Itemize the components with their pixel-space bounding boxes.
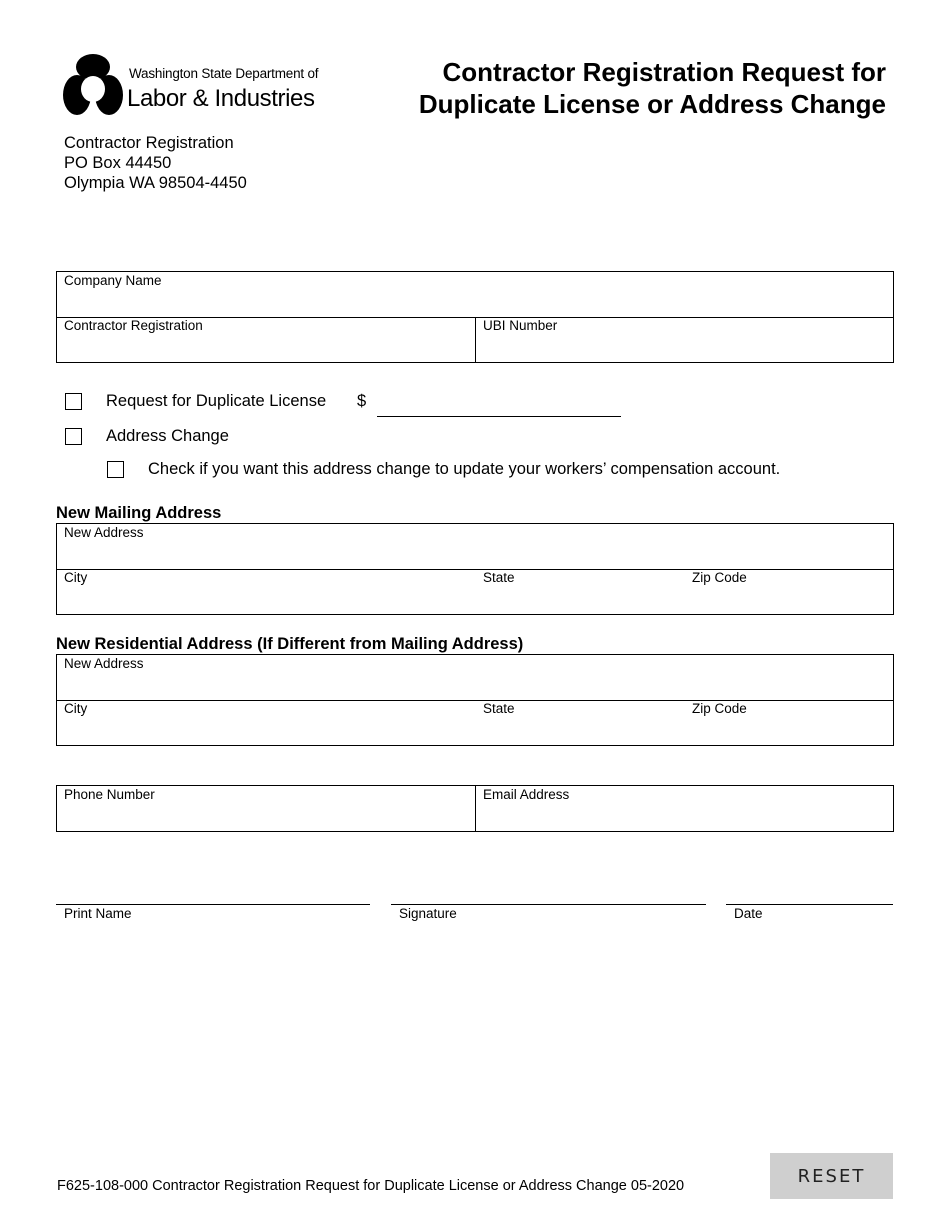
li-logo-mark-icon bbox=[63, 53, 123, 117]
duplicate-license-checkbox[interactable] bbox=[65, 393, 82, 410]
phone-number-field[interactable] bbox=[64, 806, 470, 830]
print-name-line bbox=[56, 904, 370, 905]
agency-address-line3: Olympia WA 98504-4450 bbox=[64, 174, 247, 192]
residential-city-label: City bbox=[64, 701, 88, 716]
mailing-state-field[interactable] bbox=[483, 589, 687, 613]
mailing-city-field[interactable] bbox=[64, 589, 478, 613]
residential-zip-field[interactable] bbox=[692, 720, 891, 744]
currency-symbol: $ bbox=[357, 392, 367, 410]
duplicate-license-amount-field[interactable] bbox=[378, 394, 624, 416]
mailing-state-label: State bbox=[483, 570, 515, 585]
residential-new-address-label: New Address bbox=[64, 656, 144, 671]
date-field[interactable] bbox=[728, 880, 894, 904]
print-name-field[interactable] bbox=[58, 880, 372, 904]
form-title-line1: Contractor Registration Request for bbox=[442, 57, 886, 87]
email-address-field[interactable] bbox=[483, 806, 889, 830]
mailing-new-address-label: New Address bbox=[64, 525, 144, 540]
divider bbox=[56, 569, 894, 570]
phone-number-label: Phone Number bbox=[64, 787, 155, 802]
address-change-label: Address Change bbox=[106, 427, 229, 445]
date-label: Date bbox=[734, 906, 763, 921]
logo-department-text: Washington State Department of bbox=[129, 66, 319, 81]
date-line bbox=[726, 904, 893, 905]
form-title bbox=[419, 56, 886, 120]
residential-new-address-field[interactable] bbox=[64, 675, 888, 699]
address-change-checkbox[interactable] bbox=[65, 428, 82, 445]
residential-state-label: State bbox=[483, 701, 515, 716]
workers-comp-update-label: Check if you want this address change to update your workers’ compensation account. bbox=[148, 460, 781, 478]
divider bbox=[475, 317, 476, 363]
email-address-label: Email Address bbox=[483, 787, 570, 802]
mailing-new-address-field[interactable] bbox=[64, 544, 888, 568]
agency-address bbox=[64, 133, 247, 193]
print-name-label: Print Name bbox=[64, 906, 132, 921]
company-name-field[interactable] bbox=[64, 292, 888, 316]
logo-agency-text: Labor & Industries bbox=[127, 85, 315, 112]
agency-address-line2: PO Box 44450 bbox=[64, 154, 172, 172]
mailing-city-label: City bbox=[64, 570, 88, 585]
residential-state-field[interactable] bbox=[483, 720, 687, 744]
reset-button[interactable]: RESET bbox=[770, 1153, 893, 1199]
contractor-registration-field[interactable] bbox=[64, 337, 470, 361]
contractor-registration-label: Contractor Registration bbox=[64, 318, 203, 333]
duplicate-license-label: Request for Duplicate License bbox=[106, 392, 327, 410]
signature-label: Signature bbox=[399, 906, 457, 921]
divider bbox=[475, 785, 476, 832]
agency-address-line1: Contractor Registration bbox=[64, 134, 234, 152]
residential-address-heading: New Residential Address (If Different from Mailing Address) bbox=[56, 635, 524, 653]
mailing-zip-field[interactable] bbox=[692, 589, 891, 613]
workers-comp-update-checkbox[interactable] bbox=[107, 461, 124, 478]
divider bbox=[56, 700, 894, 701]
signature-line bbox=[391, 904, 706, 905]
mailing-zip-label: Zip Code bbox=[692, 570, 747, 585]
residential-zip-label: Zip Code bbox=[692, 701, 747, 716]
ubi-number-label: UBI Number bbox=[483, 318, 558, 333]
residential-city-field[interactable] bbox=[64, 720, 478, 744]
signature-field[interactable] bbox=[393, 880, 707, 904]
amount-underline bbox=[377, 416, 621, 417]
form-title-line2: Duplicate License or Address Change bbox=[418, 89, 886, 119]
mailing-address-heading: New Mailing Address bbox=[56, 504, 222, 522]
li-logo bbox=[63, 53, 333, 119]
form-footer-id: F625-108-000 Contractor Registration Request for Duplicate License or Address Change 05-2020 bbox=[57, 1178, 685, 1194]
ubi-number-field[interactable] bbox=[483, 337, 889, 361]
company-name-label: Company Name bbox=[64, 273, 162, 288]
